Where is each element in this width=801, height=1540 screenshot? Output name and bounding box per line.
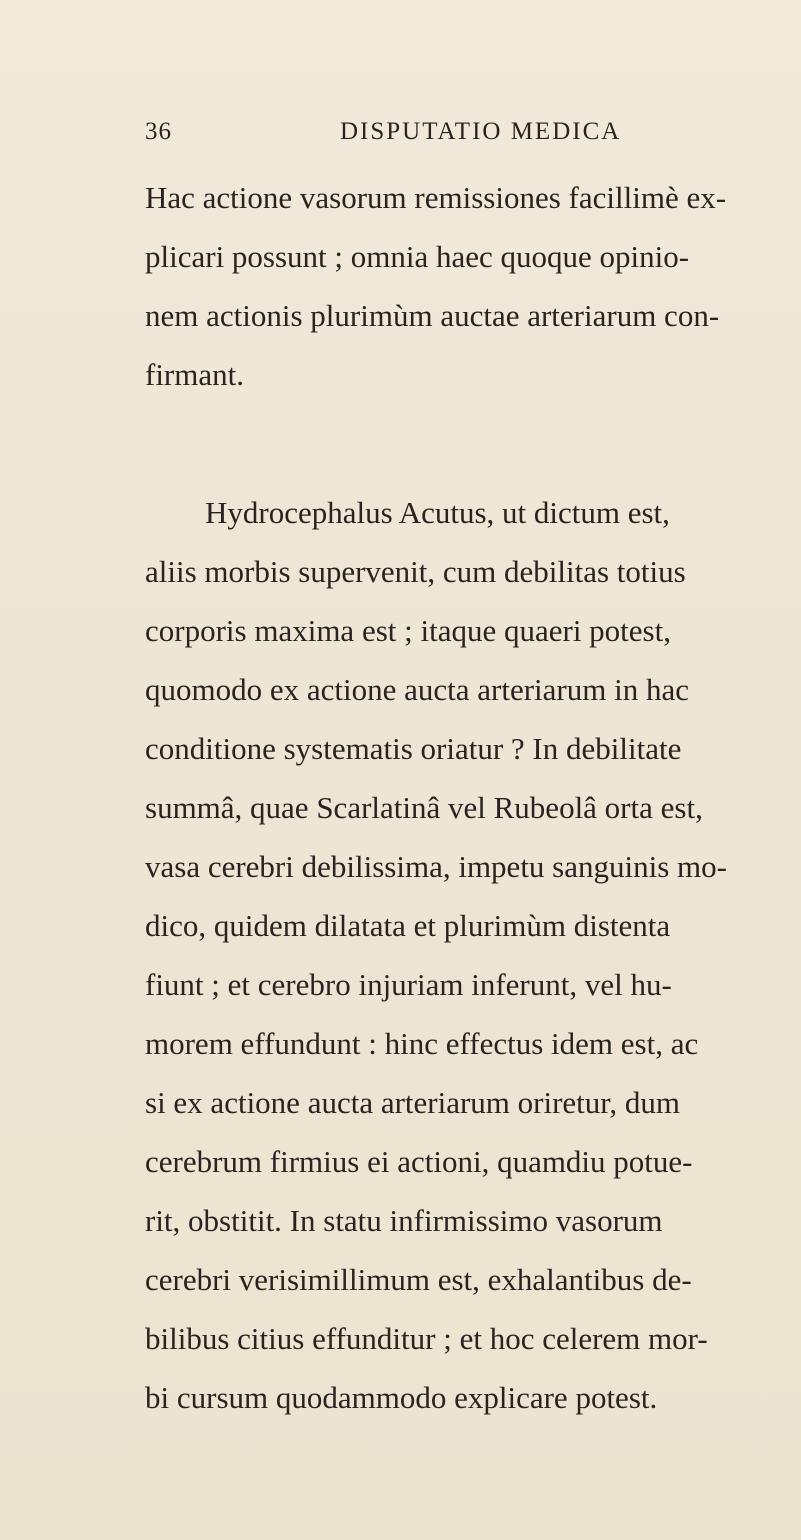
text-line: rit, obstitit. In statu infirmissimo vasorum bbox=[145, 1203, 663, 1238]
text-line: dico, quidem dilatata et plurimùm distenta bbox=[145, 908, 671, 943]
text-line: quomodo ex actione aucta arteriarum in hac bbox=[145, 672, 689, 707]
paragraph-2 bbox=[145, 483, 785, 1427]
text-line: Hydrocephalus Acutus, ut dictum est, bbox=[205, 495, 670, 530]
text-line: cerebrum firmius ei actioni, quamdiu potue- bbox=[145, 1144, 693, 1179]
text-line: aliis morbis supervenit, cum debilitas totius bbox=[145, 554, 686, 589]
text-line: summâ, quae Scarlatinâ vel Rubeolâ orta est, bbox=[145, 790, 703, 825]
page-number: 36 bbox=[145, 118, 172, 145]
text-line: fiunt ; et cerebro injuriam inferunt, vel hu- bbox=[145, 967, 672, 1002]
text-line: corporis maxima est ; itaque quaeri potest, bbox=[145, 613, 671, 648]
body-text bbox=[145, 168, 785, 1427]
text-line: morem effundunt : hinc effectus idem est, ac bbox=[145, 1026, 699, 1061]
text-line: plicari possunt ; omnia haec quoque opinio- bbox=[145, 239, 690, 274]
text-line: vasa cerebri debilissima, impetu sanguinis mo- bbox=[145, 849, 727, 884]
text-line: bilibus citius effunditur ; et hoc celerem mor- bbox=[145, 1321, 708, 1356]
text-line: conditione systematis oriatur ? In debilitate bbox=[145, 731, 682, 766]
text-line: nem actionis plurimùm auctae arteriarum con- bbox=[145, 298, 720, 333]
running-title: DISPUTATIO MEDICA bbox=[340, 118, 622, 145]
page-header bbox=[145, 118, 665, 158]
text-line: si ex actione aucta arteriarum oriretur, dum bbox=[145, 1085, 680, 1120]
text-line: firmant. bbox=[145, 357, 244, 392]
paragraph-1 bbox=[145, 168, 785, 404]
text-line: Hac actione vasorum remissiones facillimè ex- bbox=[145, 180, 727, 215]
text-line: bi cursum quodammodo explicare potest. bbox=[145, 1380, 658, 1415]
text-line: cerebri verisimillimum est, exhalantibus de- bbox=[145, 1262, 692, 1297]
